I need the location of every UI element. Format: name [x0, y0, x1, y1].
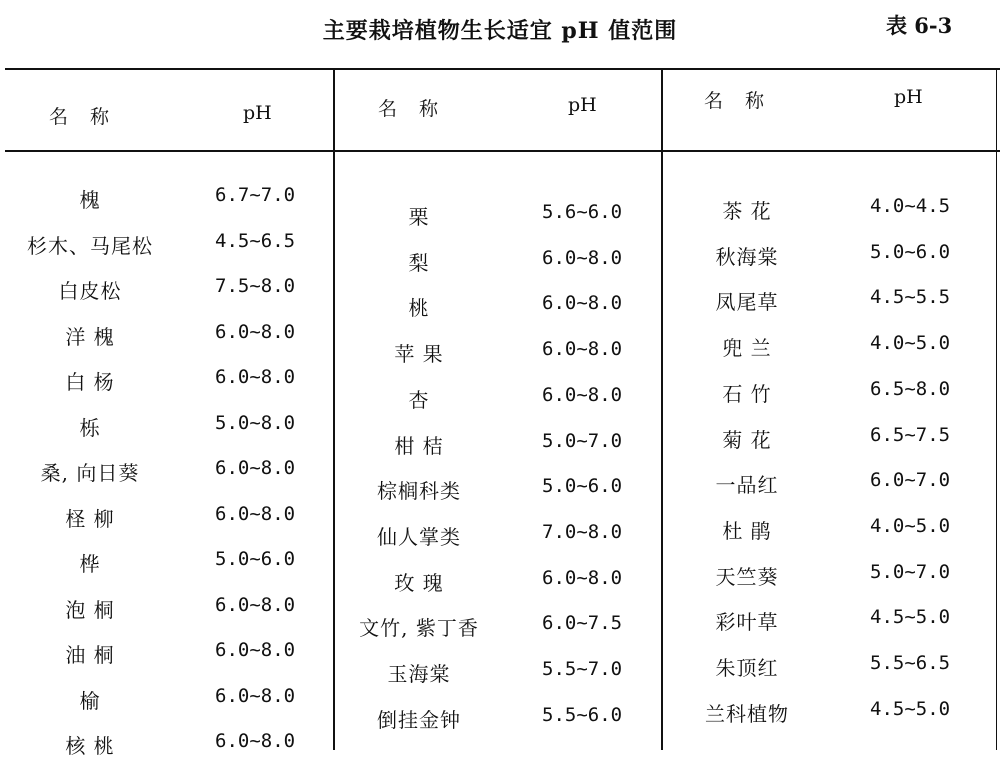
- ph-range: 7.0~8.0: [542, 520, 623, 543]
- plant-name: 槐: [79, 188, 101, 212]
- table-row: [5, 548, 333, 588]
- ph-range: 6.0~8.0: [215, 593, 296, 616]
- table-title: 主要栽培植物生长适宜 pH 值范围: [322, 18, 678, 44]
- plant-name: 一品红: [715, 473, 779, 498]
- ph-range: 6.0~8.0: [215, 730, 296, 752]
- ph-range: 5.6~6.0: [542, 201, 623, 223]
- table-row: [5, 594, 333, 634]
- table-row: [664, 606, 996, 646]
- table-row: [5, 412, 333, 452]
- table-row: [336, 704, 661, 744]
- plant-name: 文竹, 紫丁香: [359, 616, 479, 641]
- ph-range: 6.5~8.0: [870, 377, 951, 400]
- column-header: [5, 68, 333, 150]
- table-row: [336, 475, 661, 515]
- plant-name: 杏: [408, 387, 430, 412]
- ph-range: 6.0~8.0: [215, 457, 296, 479]
- plant-name: 栎: [79, 415, 101, 440]
- plant-name: 兜 兰: [722, 336, 772, 361]
- table-row: [664, 652, 996, 692]
- ph-range: 4.5~6.5: [215, 229, 296, 252]
- table-row: [336, 292, 661, 332]
- table-row: [664, 698, 996, 738]
- ph-range: 6.0~8.0: [542, 246, 623, 269]
- plant-name: 仙人掌类: [377, 524, 461, 549]
- ph-range: 6.0~8.0: [542, 338, 623, 361]
- ph-range: 6.0~8.0: [215, 639, 296, 661]
- plant-name: 兰科植物: [705, 701, 789, 726]
- ph-range: 7.5~8.0: [215, 275, 296, 297]
- ph-range: 5.5~7.0: [542, 658, 623, 680]
- table-row: [664, 561, 996, 601]
- ph-range: 4.5~5.0: [870, 697, 951, 720]
- plant-name: 秋海棠: [715, 244, 779, 269]
- plant-name: 天竺葵: [715, 564, 779, 589]
- ph-range: 5.0~6.0: [215, 548, 296, 570]
- header-name: 名称: [704, 90, 787, 112]
- table-row: [5, 730, 333, 770]
- table-row: [664, 286, 996, 326]
- header-ph: pH: [894, 86, 923, 108]
- header-ph: pH: [243, 102, 272, 124]
- plant-name: 倒挂金钟: [377, 707, 461, 732]
- table-row: [664, 469, 996, 509]
- header-name: 名称: [49, 106, 132, 128]
- ph-range: 4.5~5.0: [870, 606, 951, 629]
- plant-name: 棕榈科类: [377, 479, 461, 504]
- table-row: [5, 275, 333, 315]
- plant-name: 玉海棠: [387, 662, 451, 686]
- column-divider: [333, 68, 335, 750]
- column-divider: [996, 68, 997, 750]
- ph-range: 6.0~8.0: [215, 366, 296, 388]
- table-row: [336, 338, 661, 378]
- column-divider: [661, 68, 663, 750]
- table-column-2: [336, 68, 661, 750]
- plant-name: 朱顶红: [715, 656, 779, 680]
- plant-name: 泡 桐: [65, 597, 115, 622]
- table-column-1: [5, 68, 333, 758]
- ph-range: 5.0~6.0: [542, 475, 623, 498]
- table-row: [336, 384, 661, 424]
- plant-name: 榆: [79, 688, 101, 713]
- ph-range: 6.0~8.0: [542, 566, 623, 589]
- column-header: [664, 68, 996, 150]
- plant-name: 桃: [408, 296, 430, 321]
- plant-name: 油 桐: [65, 643, 115, 667]
- table-row: [5, 503, 333, 543]
- plant-name: 菊 花: [722, 427, 772, 452]
- table-row: [664, 515, 996, 555]
- ph-range: 5.5~6.0: [542, 703, 623, 726]
- ph-range: 6.0~8.0: [542, 292, 623, 315]
- plant-name: 杉木、马尾松: [27, 233, 153, 258]
- ph-range: 4.0~5.0: [870, 332, 951, 355]
- plant-name: 石 竹: [722, 381, 772, 406]
- plant-name: 柽 柳: [65, 506, 115, 531]
- plant-name: 桦: [79, 552, 101, 576]
- table-column-3: [664, 68, 996, 750]
- plant-name: 彩叶草: [715, 610, 779, 635]
- table-row: [336, 247, 661, 287]
- header-name: 名称: [378, 98, 461, 120]
- ph-range: 5.0~6.0: [870, 240, 951, 263]
- table-row: [5, 366, 333, 406]
- table-row: [664, 378, 996, 418]
- table-row: [5, 685, 333, 725]
- table-row: [336, 430, 661, 470]
- column-header: [336, 68, 661, 150]
- plant-name: 柑 桔: [394, 433, 444, 458]
- plant-name: 杜 鹃: [722, 518, 772, 543]
- plant-name: 栗: [408, 205, 430, 229]
- table-row: [664, 195, 996, 235]
- plant-name: 玫 瑰: [394, 570, 444, 595]
- plant-name: 梨: [408, 250, 430, 275]
- table-number: 表 6-3: [886, 13, 953, 38]
- ph-range: 5.5~6.5: [870, 652, 951, 674]
- plant-name: 白 杨: [65, 370, 115, 394]
- plant-name: 白皮松: [58, 279, 122, 303]
- table-row: [5, 184, 333, 224]
- plant-name: 苹 果: [394, 342, 444, 367]
- plant-name: 凤尾草: [715, 290, 779, 315]
- ph-range: 6.0~7.0: [870, 469, 951, 492]
- table-row: [5, 457, 333, 497]
- table-row: [5, 321, 333, 361]
- table-row: [336, 201, 661, 241]
- ph-range: 5.0~7.0: [870, 560, 951, 583]
- ph-range: 6.0~7.5: [542, 612, 623, 635]
- table-row: [664, 241, 996, 281]
- ph-range: 6.0~8.0: [542, 383, 623, 406]
- ph-range: 5.0~7.0: [542, 429, 623, 452]
- ph-range: 6.0~8.0: [215, 684, 296, 707]
- ph-range: 4.0~4.5: [870, 195, 951, 217]
- ph-range: 6.0~8.0: [215, 502, 296, 525]
- ph-range: 4.5~5.5: [870, 286, 951, 309]
- header-ph: pH: [568, 94, 597, 116]
- ph-range: 6.0~8.0: [215, 320, 296, 343]
- table-row: [336, 521, 661, 561]
- ph-range: 4.0~5.0: [870, 514, 951, 537]
- table-row: [664, 424, 996, 464]
- table-row: [5, 639, 333, 679]
- plant-name: 茶 花: [722, 199, 772, 223]
- plant-name: 洋 槐: [65, 324, 115, 349]
- table-row: [336, 658, 661, 698]
- table-row: [664, 332, 996, 372]
- ph-range: 6.5~7.5: [870, 423, 951, 446]
- ph-range: 5.0~8.0: [215, 411, 296, 434]
- table-row: [336, 612, 661, 652]
- plant-name: 核 桃: [65, 734, 115, 758]
- table-row: [5, 230, 333, 270]
- plant-name: 桑, 向日葵: [40, 461, 140, 485]
- table-row: [336, 567, 661, 607]
- ph-range: 6.7~7.0: [215, 184, 296, 206]
